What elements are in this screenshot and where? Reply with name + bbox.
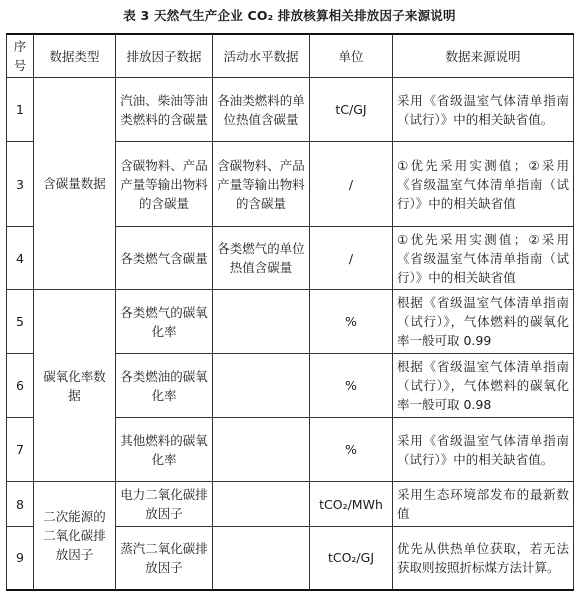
row-no: 5 [7,290,34,354]
row-source: 优先从供热单位获取，若无法获取则按照折标煤方法计算。 [393,527,574,590]
row-unit: tCO₂/GJ [310,527,393,590]
row-source: 采用《省级温室气体清单指南（试行）》中的相关缺省值。 [393,78,574,142]
header-activity: 活动水平数据 [213,34,310,78]
row-factor: 各类燃油的碳氧化率 [116,354,213,418]
row-source: ①优先采用实测值；②采用《省级温室气体清单指南（试行）》中的相关缺省值 [393,142,574,227]
row-unit: % [310,290,393,354]
row-factor: 各类燃气的碳氧化率 [116,290,213,354]
row-activity [213,527,310,590]
row-no: 7 [7,418,34,482]
row-source: 采用生态环境部发布的最新数值 [393,482,574,527]
row-factor: 各类燃气含碳量 [116,227,213,290]
table-row [7,482,574,527]
row-unit: tC/GJ [310,78,393,142]
row-factor: 含碳物料、产品产量等输出物料的含碳量 [116,142,213,227]
group-oxidation: 碳氧化率数据 [34,290,116,482]
row-unit: / [310,227,393,290]
group-carbon-content: 含碳量数据 [34,78,116,290]
row-factor: 电力二氧化碳排放因子 [116,482,213,527]
emission-factor-table [6,33,574,591]
row-factor: 蒸汽二氧化碳排放因子 [116,527,213,590]
header-source: 数据来源说明 [393,34,574,78]
row-no: 3 [7,142,34,227]
row-activity: 各类燃气的单位热值含碳量 [213,227,310,290]
row-source: 根据《省级温室气体清单指南（试行）》，气体燃料的碳氧化率一般可取 0.99 [393,290,574,354]
row-unit: / [310,142,393,227]
table-caption: 表 3 天然气生产企业 CO₂ 排放核算相关排放因子来源说明 [123,8,456,23]
row-unit: tCO₂/MWh [310,482,393,527]
row-activity [213,354,310,418]
row-activity: 含碳物料、产品产量等输出物料的含碳量 [213,142,310,227]
row-factor: 汽油、柴油等油类燃料的含碳量 [116,78,213,142]
row-source: 采用《省级温室气体清单指南（试行）》中的相关缺省值。 [393,418,574,482]
header-no: 序号 [7,34,34,78]
row-factor: 其他燃料的碳氧化率 [116,418,213,482]
row-unit: % [310,418,393,482]
row-source: 根据《省级温室气体清单指南（试行）》，气体燃料的碳氧化率一般可取 0.98 [393,354,574,418]
table-row [7,290,574,354]
row-no: 4 [7,227,34,290]
header-factor: 排放因子数据 [116,34,213,78]
row-activity [213,482,310,527]
row-activity [213,418,310,482]
row-no: 1 [7,78,34,142]
row-source: ①优先采用实测值；②采用《省级温室气体清单指南（试行）》中的相关缺省值 [393,227,574,290]
group-secondary: 二次能源的二氧化碳排放因子 [34,482,116,590]
row-unit: % [310,354,393,418]
row-activity: 各油类燃料的单位热值含碳量 [213,78,310,142]
header-row [7,34,574,78]
row-no: 9 [7,527,34,590]
table-row [7,78,574,142]
row-no: 6 [7,354,34,418]
row-no: 8 [7,482,34,527]
header-data-type: 数据类型 [34,34,116,78]
header-unit: 单位 [310,34,393,78]
row-activity [213,290,310,354]
